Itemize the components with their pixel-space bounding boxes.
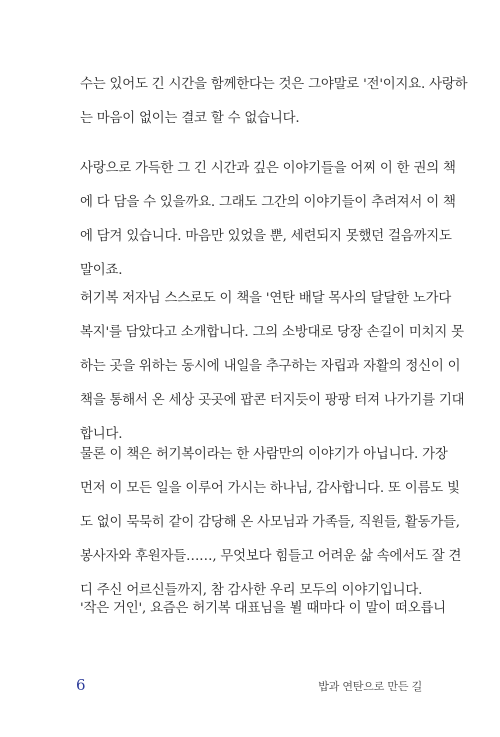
page-number: 6 [76,676,86,694]
text-line: 는 마음이 없이는 결코 할 수 없습니다. [80,111,300,126]
text-line: 말이죠. [80,263,123,278]
text-line: 에 다 담을 수 있을까요. 그래도 그간의 이야기들이 추려져서 이 책 [80,195,456,210]
text-line: 에 담겨 있습니다. 마음만 있었을 뿐, 세련되지 못했던 걸음까지도 [80,229,452,244]
paragraph-5 [80,592,446,626]
text-line: 복지'를 담았다고 소개합니다. 그의 소방대로 당장 손길이 미치지 못 [80,325,464,340]
paragraph-2 [80,152,456,288]
text-line: 먼저 이 모든 일을 이루어 가시는 하나님, 감사합니다. 또 이름도 빛 [80,481,460,496]
text-line: 사랑으로 가득한 그 긴 시간과 깊은 이야기들을 어찌 이 한 권의 책 [80,161,456,176]
text-line: 도 없이 묵묵히 같이 감당해 온 사모님과 가족들, 직원들, 활동가들, [80,515,460,530]
text-line: '작은 거인', 요즘은 허기복 대표님을 뵐 때마다 이 말이 떠오릅니 [80,601,446,616]
text-line: 책을 통해서 온 세상 곳곳에 팝콘 터지듯이 팡팡 터져 나가기를 기대 [80,393,465,408]
running-footer-title: 밥과 연탄으로 만든 길 [318,680,422,693]
paragraph-3 [80,282,465,452]
text-line: 봉사자와 후원자들……, 무엇보다 힘들고 어려운 삶 속에서도 잘 견 [80,549,462,564]
text-line: 수는 있어도 긴 시간을 함께한다는 것은 그야말로 '전'이지요. 사랑하 [80,77,468,92]
text-line: 허기복 저자님 스스로도 이 책을 '연탄 배달 목사의 달달한 노가다 [80,291,452,306]
text-line: 물론 이 책은 허기복이라는 한 사람만의 이야기가 아닙니다. 가장 [80,447,448,462]
text-line: 합니다. [80,427,123,442]
text-line: 하는 곳을 위하는 동시에 내일을 추구하는 자립과 자활의 정신이 이 [80,359,461,374]
paragraph-1 [80,68,468,136]
paragraph-4 [80,438,462,608]
text-line: 디 주신 어르신들까지, 참 감사한 우리 모두의 이야기입니다. [80,583,423,598]
